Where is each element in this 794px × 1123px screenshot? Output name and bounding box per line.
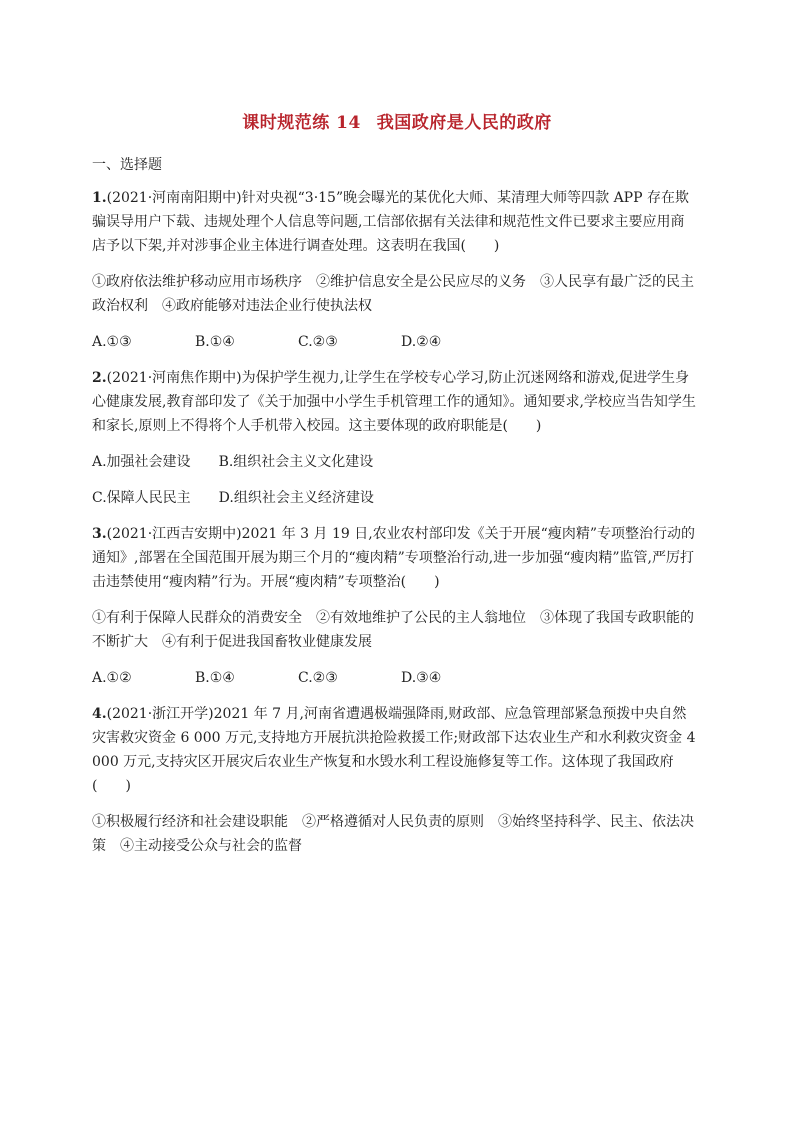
page-title xyxy=(0,108,794,133)
question-1-option-b: B.①④ xyxy=(195,334,235,350)
question-2-options-row1 xyxy=(92,450,698,474)
section-heading: 一、选择题 xyxy=(92,157,162,173)
question-2-options-row2 xyxy=(92,486,698,510)
question-1-number: 1. xyxy=(92,190,107,206)
question-4-stem xyxy=(92,702,698,798)
question-3-option-c: C.②③ xyxy=(298,670,338,686)
question-3-number: 3. xyxy=(92,526,107,542)
question-1-stem xyxy=(92,186,698,258)
question-3-option-a: A.①② xyxy=(92,670,132,686)
question-2-option-c: C.保障人民民主 xyxy=(92,490,191,506)
question-3-text: (2021·江西吉安期中)2021 年 3 月 19 日,农业农村部印发《关于开展“瘦肉精”专项整治行动的通知》,部署在全国范围开展为期三个月的“瘦肉精”专项整治行动,进一步加强“瘦肉精”监管,严厉打击违禁使用“瘦肉精”行为。开展“瘦肉精”专项整治( ) xyxy=(92,526,695,590)
question-1-option-d: D.②④ xyxy=(401,334,442,350)
question-3-statements: ①有利于保障人民群众的消费安全 ②有效地维护了公民的主人翁地位 ③体现了我国专政职能的不断扩大 ④有利于促进我国畜牧业健康发展 xyxy=(92,610,694,650)
question-2-number: 2. xyxy=(92,370,107,386)
title-part2: 我国政府是人民的政府 xyxy=(376,113,552,133)
question-1-option-a: A.①③ xyxy=(92,334,132,350)
question-3-option-d: D.③④ xyxy=(401,670,442,686)
question-3-options xyxy=(92,666,698,690)
title-part1: 课时规范练 14 xyxy=(242,113,361,133)
question-1-options xyxy=(92,330,698,354)
question-2-option-b: B.组织社会主义文化建设 xyxy=(218,454,374,470)
question-2-stem xyxy=(92,366,698,438)
question-list xyxy=(92,186,698,870)
question-4-text: (2021·浙江开学)2021 年 7 月,河南省遭遇极端强降雨,财政部、应急管理部紧急预拨中央自然灾害救灾资金 6 000 万元,支持地方开展抗洪抢险救援工作;财政部下达农业生产和水利救灾资金 4 000 万元,支持灾区开展灾后农业生产恢复和水毁水利工程设施修复等工作。这体现了我国政府 xyxy=(92,706,696,770)
question-2-option-a: A.加强社会建设 xyxy=(92,454,191,470)
question-1-option-c: C.②③ xyxy=(298,334,338,350)
question-2-text: (2021·河南焦作期中)为保护学生视力,让学生在学校专心学习,防止沉迷网络和游戏,促进学生身心健康发展,教育部印发了《关于加强中小学生手机管理工作的通知》。通知要求,学校应当告知学生和家长,原则上不得将个人手机带入校园。这主要体现的政府职能是( ) xyxy=(92,370,696,434)
question-1-statements: ①政府依法维护移动应用市场秩序 ②维护信息安全是公民应尽的义务 ③人民享有最广泛的民主政治权利 ④政府能够对违法企业行使执法权 xyxy=(92,274,694,314)
question-4-statements: ①积极履行经济和社会建设职能 ②严格遵循对人民负责的原则 ③始终坚持科学、民主、依法决策 ④主动接受公众与社会的监督 xyxy=(92,814,694,854)
question-2-option-d: D.组织社会主义经济建设 xyxy=(218,490,374,506)
question-1-text: (2021·河南南阳期中)针对央视“3·15”晚会曝光的某优化大师、某清理大师等四款 APP 存在欺骗误导用户下载、违规处理个人信息等问题,工信部依据有关法律和规范性文件已要求主要应用商店予以下架,并对涉事企业主体进行调查处理。这表明在我国( ) xyxy=(92,190,689,254)
question-4-number: 4. xyxy=(92,706,107,722)
question-3-stem xyxy=(92,522,698,594)
question-4-answer-paren: ( ) xyxy=(92,778,131,794)
question-3-option-b: B.①④ xyxy=(195,670,235,686)
